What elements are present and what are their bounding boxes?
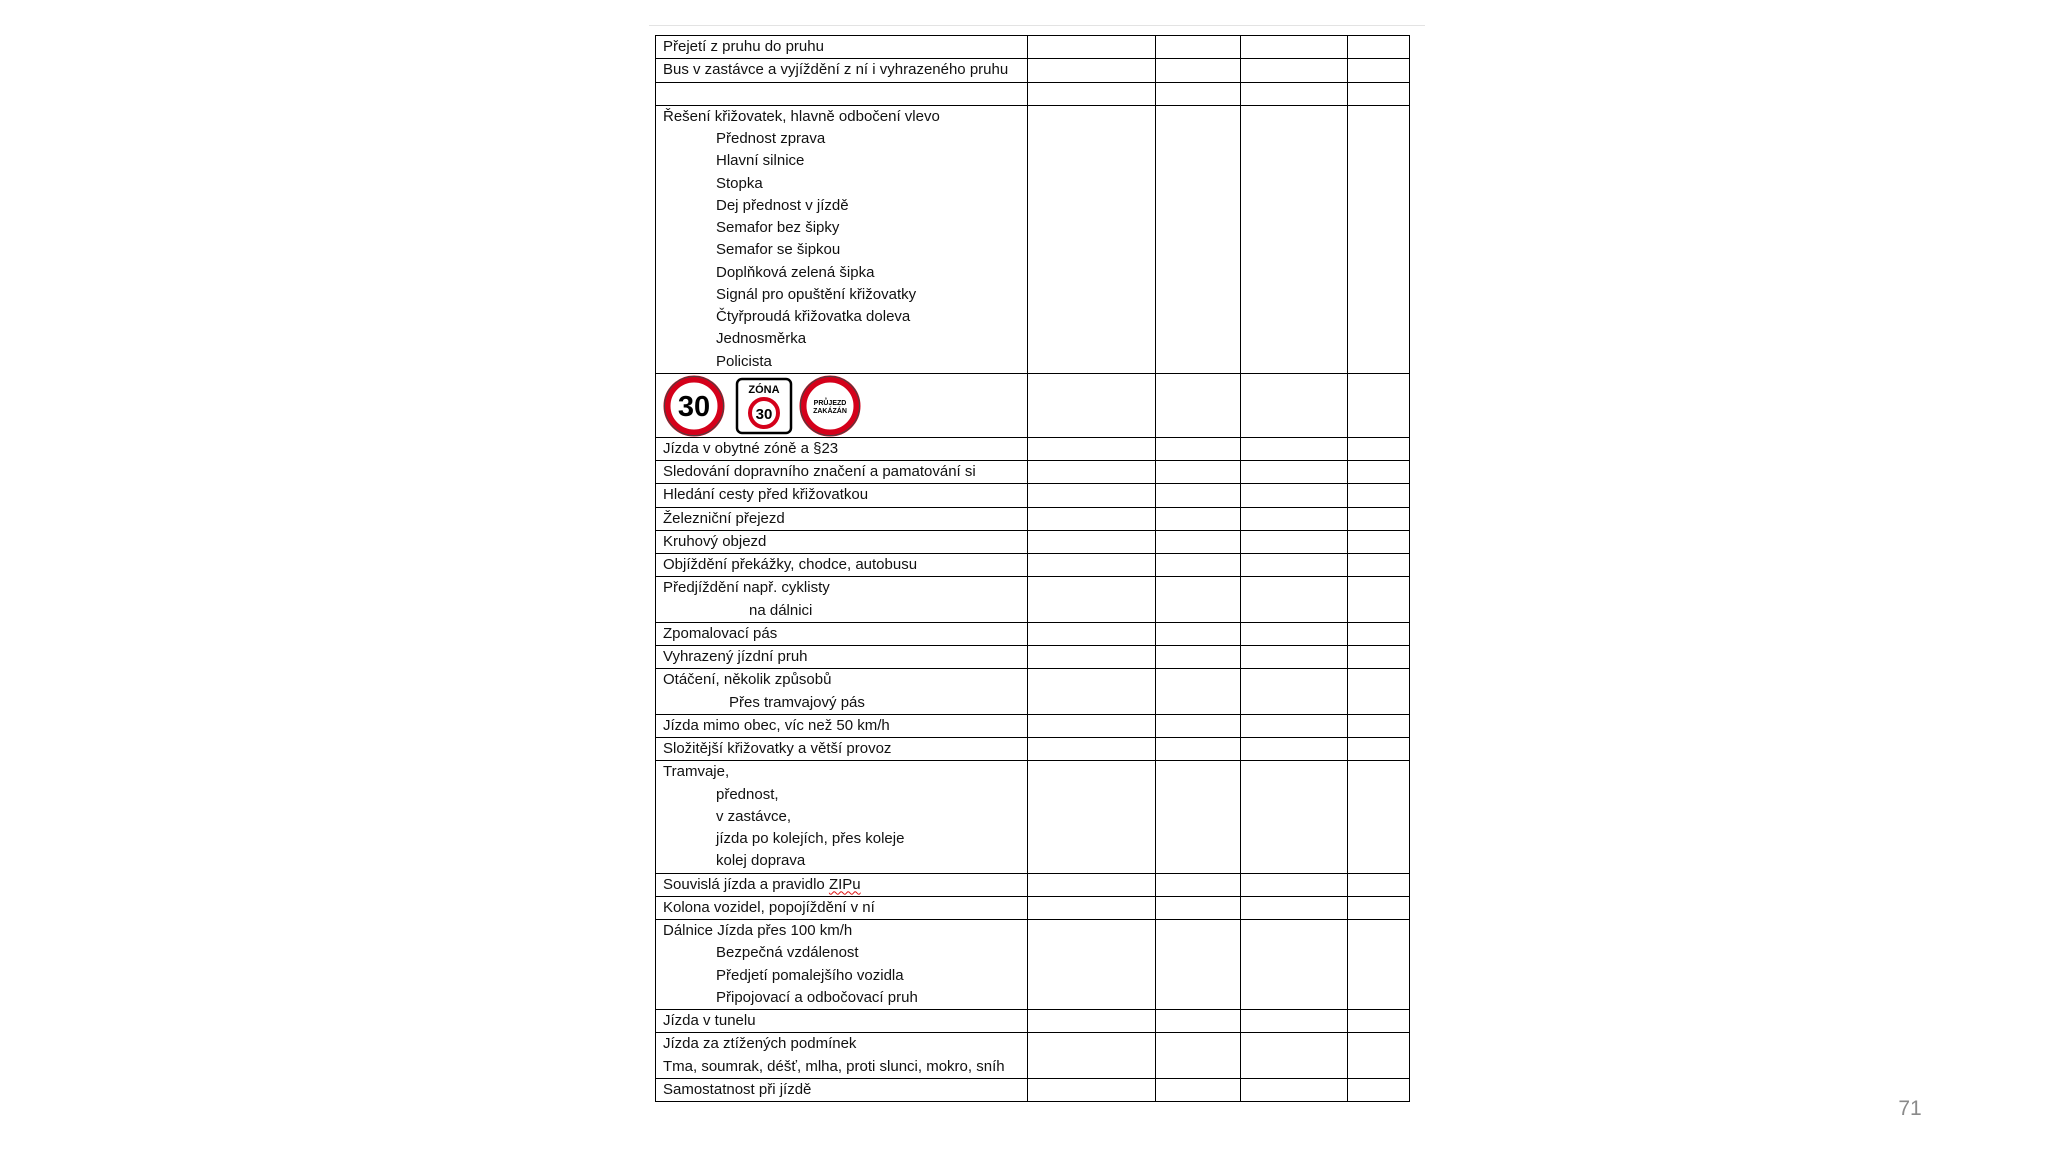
empty-cell	[1028, 59, 1156, 82]
task-text	[663, 920, 1027, 942]
empty-cell	[1028, 484, 1156, 507]
task-text	[663, 987, 1027, 1009]
empty-cell	[1241, 437, 1348, 460]
task-text	[663, 461, 1027, 483]
task-label: Otáčení, několik způsobů	[663, 671, 832, 689]
empty-cell	[1348, 36, 1410, 59]
zone-limit-value: 30	[755, 405, 773, 423]
empty-cell	[1348, 59, 1410, 82]
task-label: Připojovací a odbočovací pruh	[716, 988, 918, 1006]
table-row	[656, 373, 1410, 437]
task-label: Tramvaje,	[663, 763, 730, 781]
task-text	[663, 262, 1027, 284]
task-text	[663, 217, 1027, 239]
empty-cell	[1348, 530, 1410, 553]
task-label: Jízda v tunelu	[663, 1012, 756, 1029]
task-text	[663, 508, 1027, 530]
empty-cell	[1348, 873, 1410, 896]
empty-cell	[1241, 714, 1348, 737]
task-cell	[656, 714, 1028, 737]
task-text	[663, 106, 1027, 128]
table-row	[656, 873, 1410, 896]
task-text	[663, 1033, 1027, 1055]
empty-cell	[1348, 714, 1410, 737]
task-label: Hledání cesty před křižovatkou	[663, 486, 869, 504]
task-label: Bezpečná vzdálenost	[716, 944, 859, 962]
empty-cell	[1156, 622, 1241, 645]
task-label: Bus v zastávce a vyjíždění z ní i vyhrazeného pruhu	[663, 61, 1009, 79]
task-text	[663, 83, 1027, 105]
task-cell	[656, 761, 1028, 873]
empty-cell	[1241, 896, 1348, 919]
task-label: Řešení křižovatek, hlavně odbočení vlevo	[663, 107, 940, 125]
speed-limit-30-sign	[665, 376, 724, 435]
empty-cell	[1348, 554, 1410, 577]
empty-cell	[1156, 1010, 1241, 1033]
empty-cell	[1348, 82, 1410, 105]
task-label: Souvislá jízda a pravidlo	[663, 875, 829, 893]
task-label: Zpomalovací pás	[663, 624, 778, 642]
empty-cell	[1156, 507, 1241, 530]
table-row	[656, 1033, 1410, 1079]
no-through-traffic-sign	[801, 376, 860, 435]
empty-cell	[1241, 507, 1348, 530]
task-label: Čtyřproudá křižovatka doleva	[716, 308, 911, 325]
task-cell	[656, 920, 1028, 1010]
task-label: Přejetí z pruhu do pruhu	[663, 38, 824, 55]
empty-cell	[1241, 761, 1348, 873]
table-row	[656, 761, 1410, 873]
task-text	[663, 828, 1027, 850]
empty-cell	[1156, 738, 1241, 761]
misspelled-word: ZIPu	[828, 875, 861, 893]
table-row	[656, 484, 1410, 507]
empty-cell	[1241, 554, 1348, 577]
empty-cell	[1028, 437, 1156, 460]
empty-cell	[1028, 554, 1156, 577]
task-label: Policista	[716, 352, 772, 370]
task-label: Objíždění překážky, chodce, autobusu	[663, 556, 918, 573]
task-text	[663, 554, 1027, 576]
table-row	[656, 461, 1410, 484]
empty-cell	[1348, 437, 1410, 460]
empty-cell	[1348, 1033, 1410, 1079]
empty-cell	[1156, 669, 1241, 715]
task-cell	[656, 437, 1028, 460]
task-text	[663, 806, 1027, 828]
task-text	[663, 36, 1027, 58]
task-text	[663, 1010, 1027, 1032]
empty-cell	[1156, 714, 1241, 737]
task-cell	[656, 373, 1028, 437]
empty-cell	[1156, 920, 1241, 1010]
empty-cell	[1028, 82, 1156, 105]
empty-cell	[1348, 920, 1410, 1010]
task-cell	[656, 873, 1028, 896]
empty-cell	[1028, 1033, 1156, 1079]
empty-cell	[1241, 373, 1348, 437]
task-text	[663, 59, 1027, 81]
task-text	[663, 850, 1027, 872]
empty-cell	[1348, 484, 1410, 507]
task-text	[663, 1056, 1027, 1078]
task-label: Přednost zprava	[716, 130, 826, 147]
empty-cell	[1156, 554, 1241, 577]
table-row	[656, 669, 1410, 715]
empty-cell	[1028, 622, 1156, 645]
empty-cell	[1241, 1033, 1348, 1079]
empty-cell	[1156, 1078, 1241, 1101]
task-label: Jízda mimo obec, víc než 50 km/h	[663, 716, 890, 734]
task-label: Dej přednost v jízdě	[716, 196, 849, 214]
task-label: Hlavní silnice	[716, 152, 805, 170]
empty-cell	[1028, 646, 1156, 669]
task-label: v zastávce,	[716, 807, 792, 825]
task-cell	[656, 1033, 1028, 1079]
empty-cell	[1241, 461, 1348, 484]
task-text	[663, 715, 1027, 737]
task-text	[663, 284, 1027, 306]
table-row	[656, 1010, 1410, 1033]
driving-checklist-table	[655, 35, 1410, 1102]
empty-cell	[1156, 577, 1241, 623]
task-text	[663, 692, 1027, 714]
task-cell	[656, 507, 1028, 530]
task-text	[663, 484, 1027, 506]
table-row	[656, 507, 1410, 530]
zone-title: ZÓNA	[748, 383, 780, 396]
empty-cell	[1028, 738, 1156, 761]
task-label: Železniční přejezd	[663, 509, 785, 527]
task-text	[663, 128, 1027, 150]
task-cell	[656, 484, 1028, 507]
empty-cell	[1241, 873, 1348, 896]
task-text	[663, 646, 1027, 668]
task-text	[663, 965, 1027, 987]
empty-cell	[1348, 738, 1410, 761]
empty-cell	[1028, 920, 1156, 1010]
empty-cell	[1156, 484, 1241, 507]
task-label: Signál pro opuštění křižovatky	[716, 285, 917, 303]
table-row	[656, 714, 1410, 737]
task-text	[663, 150, 1027, 172]
task-cell	[656, 554, 1028, 577]
task-label: Samostatnost při jízdě	[663, 1080, 812, 1098]
empty-cell	[1348, 669, 1410, 715]
task-label: Předjíždění např. cyklisty	[663, 579, 830, 597]
empty-cell	[1156, 530, 1241, 553]
task-text	[663, 738, 1027, 760]
table-row	[656, 646, 1410, 669]
empty-cell	[1348, 105, 1410, 373]
task-text	[663, 1079, 1027, 1101]
empty-cell	[1348, 461, 1410, 484]
task-cell	[656, 59, 1028, 82]
task-cell	[656, 738, 1028, 761]
table-row	[656, 738, 1410, 761]
table-row	[656, 105, 1410, 373]
empty-cell	[1028, 1010, 1156, 1033]
table-row	[656, 530, 1410, 553]
empty-cell	[1156, 82, 1241, 105]
empty-cell	[1241, 105, 1348, 373]
task-text	[663, 897, 1027, 919]
empty-cell	[1028, 461, 1156, 484]
empty-cell	[1028, 714, 1156, 737]
table-row	[656, 920, 1410, 1010]
table-row	[656, 1078, 1410, 1101]
table-row	[656, 82, 1410, 105]
task-text	[663, 942, 1027, 964]
task-cell	[656, 896, 1028, 919]
empty-cell	[1241, 738, 1348, 761]
empty-cell	[1156, 437, 1241, 460]
task-label: Vyhrazený jízdní pruh	[663, 648, 808, 665]
empty-cell	[1241, 36, 1348, 59]
empty-cell	[1348, 507, 1410, 530]
empty-cell	[1156, 873, 1241, 896]
task-text	[663, 669, 1027, 691]
empty-cell	[1241, 530, 1348, 553]
empty-cell	[1028, 1078, 1156, 1101]
task-cell	[656, 82, 1028, 105]
task-text	[663, 761, 1027, 783]
empty-cell	[1028, 873, 1156, 896]
task-cell	[656, 36, 1028, 59]
task-text	[663, 195, 1027, 217]
zone-30-sign	[737, 379, 791, 433]
task-cell	[656, 622, 1028, 645]
task-label: Dálnice Jízda přes 100 km/h	[663, 922, 853, 939]
task-label: na dálnici	[749, 601, 813, 619]
task-text	[663, 239, 1027, 261]
task-label: Jízda v obytné zóně a §23	[663, 439, 839, 457]
empty-cell	[1241, 669, 1348, 715]
task-label: kolej doprava	[716, 852, 806, 870]
table-row	[656, 622, 1410, 645]
task-cell	[656, 577, 1028, 623]
empty-cell	[1156, 761, 1241, 873]
empty-cell	[1028, 577, 1156, 623]
no-entry-line1: PRŮJEZD	[813, 399, 847, 407]
task-text	[663, 328, 1027, 350]
empty-cell	[1156, 36, 1241, 59]
empty-cell	[1156, 1033, 1241, 1079]
empty-cell	[1028, 530, 1156, 553]
table-row	[656, 554, 1410, 577]
task-cell	[656, 1010, 1028, 1033]
table-row	[656, 59, 1410, 82]
empty-cell	[1156, 646, 1241, 669]
empty-cell	[1028, 373, 1156, 437]
task-label: Semafor se šipkou	[716, 241, 841, 259]
task-cell	[656, 669, 1028, 715]
table-row	[656, 896, 1410, 919]
task-text	[663, 531, 1027, 553]
task-label: Semafor bez šipky	[716, 219, 840, 236]
empty-cell	[1241, 622, 1348, 645]
empty-cell	[1241, 1010, 1348, 1033]
empty-cell	[1028, 105, 1156, 373]
task-text	[663, 306, 1027, 328]
task-label: přednost,	[716, 785, 779, 803]
task-text	[663, 173, 1027, 195]
empty-cell	[1241, 1078, 1348, 1101]
empty-cell	[1348, 896, 1410, 919]
table-row	[656, 36, 1410, 59]
empty-cell	[1028, 761, 1156, 873]
task-cell	[656, 530, 1028, 553]
empty-cell	[1348, 1010, 1410, 1033]
task-text	[663, 784, 1027, 806]
no-entry-line2: ZAKÁZÁN	[813, 407, 847, 415]
empty-cell	[1241, 59, 1348, 82]
task-text	[663, 577, 1027, 599]
empty-cell	[1348, 1078, 1410, 1101]
empty-cell	[1241, 82, 1348, 105]
table-row	[656, 437, 1410, 460]
task-label: Složitější křižovatky a větší provoz	[663, 740, 892, 757]
task-label: Doplňková zelená šipka	[716, 263, 875, 281]
task-cell	[656, 646, 1028, 669]
top-rule	[649, 25, 1425, 26]
task-label: Sledování dopravního značení a pamatování si	[663, 463, 976, 480]
task-text	[663, 623, 1027, 645]
table-row	[656, 577, 1410, 623]
task-label: Tma, soumrak, déšť, mlha, proti slunci, mokro, sníh	[663, 1057, 1005, 1075]
task-label: Kolona vozidel, popojíždění v ní	[663, 898, 875, 916]
empty-cell	[1028, 36, 1156, 59]
empty-cell	[1156, 461, 1241, 484]
empty-cell	[1156, 59, 1241, 82]
task-text	[663, 874, 1027, 896]
task-label: Jednosměrka	[716, 330, 807, 348]
empty-cell	[1348, 646, 1410, 669]
traffic-signs	[663, 375, 863, 437]
empty-cell	[1348, 622, 1410, 645]
task-text	[663, 438, 1027, 460]
task-label: Kruhový objezd	[663, 532, 767, 550]
empty-cell	[1241, 577, 1348, 623]
empty-cell	[1348, 761, 1410, 873]
task-cell	[656, 461, 1028, 484]
empty-cell	[1156, 896, 1241, 919]
task-text	[663, 600, 1027, 622]
empty-cell	[1028, 896, 1156, 919]
task-label: jízda po kolejích, přes koleje	[716, 830, 905, 847]
task-text	[663, 351, 1027, 373]
task-cell	[656, 105, 1028, 373]
page-number: 71	[1898, 1097, 1922, 1120]
task-cell	[656, 1078, 1028, 1101]
empty-cell	[1156, 105, 1241, 373]
speed-limit-value: 30	[677, 390, 711, 423]
task-label: Přes tramvajový pás	[729, 693, 865, 711]
empty-cell	[1241, 646, 1348, 669]
empty-cell	[1028, 669, 1156, 715]
empty-cell	[1348, 373, 1410, 437]
task-label: Jízda za ztížených podmínek	[663, 1035, 857, 1053]
empty-cell	[1241, 920, 1348, 1010]
empty-cell	[1241, 484, 1348, 507]
task-label: Stopka	[716, 174, 763, 192]
empty-cell	[1028, 507, 1156, 530]
empty-cell	[1348, 577, 1410, 623]
task-label: Předjetí pomalejšího vozidla	[716, 966, 904, 984]
empty-cell	[1156, 373, 1241, 437]
